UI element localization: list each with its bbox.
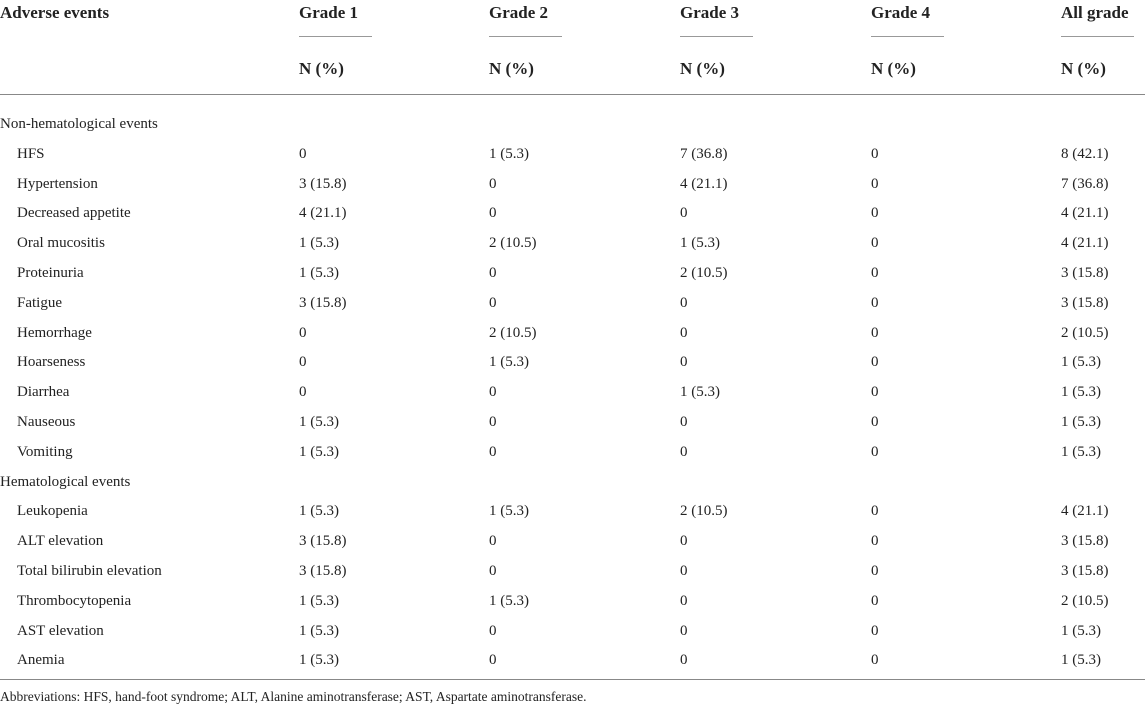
value-cell: 8 (42.1) bbox=[1061, 145, 1109, 162]
value-cell: 0 bbox=[299, 384, 307, 401]
value-cell: 0 bbox=[680, 294, 688, 311]
table-row bbox=[0, 354, 1145, 384]
table-row bbox=[0, 235, 1145, 265]
value-cell: 3 (15.8) bbox=[1061, 563, 1109, 579]
value-cell: 1 (5.3) bbox=[489, 503, 529, 520]
event-name-cell: HFS bbox=[17, 145, 45, 162]
value-cell: 0 bbox=[871, 384, 879, 401]
table-row bbox=[0, 593, 1145, 623]
table-row bbox=[0, 384, 1145, 414]
table-row bbox=[0, 325, 1145, 355]
header-adverse-events: Adverse events bbox=[0, 3, 110, 22]
value-cell: 0 bbox=[489, 443, 497, 460]
value-cell: 1 (5.3) bbox=[299, 622, 339, 639]
value-cell: 2 (10.5) bbox=[680, 265, 728, 281]
value-cell: 2 (10.5) bbox=[1061, 592, 1109, 609]
event-name-cell: Thrombocytopenia bbox=[17, 592, 132, 609]
value-cell: 1 (5.3) bbox=[299, 652, 339, 669]
value-cell: 2 (10.5) bbox=[489, 235, 537, 252]
event-name-cell: Leukopenia bbox=[17, 503, 88, 520]
value-cell: 0 bbox=[489, 533, 497, 550]
value-cell: 2 (10.5) bbox=[680, 503, 728, 520]
event-name-cell: Total bilirubin elevation bbox=[17, 563, 162, 579]
value-cell: 1 (5.3) bbox=[1061, 384, 1101, 401]
table-row bbox=[0, 414, 1145, 444]
value-cell: 0 bbox=[871, 265, 879, 281]
value-cell: 2 (10.5) bbox=[489, 324, 537, 341]
value-cell: 1 (5.3) bbox=[299, 443, 339, 460]
value-cell: 0 bbox=[871, 592, 879, 609]
table-row bbox=[0, 176, 1145, 206]
subheader-grade-3: N (%) bbox=[680, 59, 725, 78]
event-name-cell: Hypertension bbox=[17, 175, 98, 192]
event-name-cell: Proteinuria bbox=[17, 265, 84, 281]
value-cell: 0 bbox=[489, 175, 497, 192]
event-name-cell: Nauseous bbox=[17, 414, 76, 430]
value-cell: 0 bbox=[871, 354, 879, 371]
section-header bbox=[0, 116, 1145, 146]
header-grade-4: Grade 4 bbox=[871, 3, 931, 22]
value-cell: 4 (21.1) bbox=[680, 175, 728, 192]
value-cell: 2 (10.5) bbox=[1061, 324, 1109, 341]
header-all-grade: All grade bbox=[1061, 3, 1129, 22]
value-cell: 3 (15.8) bbox=[1061, 294, 1109, 311]
header-underline bbox=[1061, 36, 1134, 37]
event-name-cell: Vomiting bbox=[17, 443, 73, 460]
header-grade-1: Grade 1 bbox=[299, 3, 359, 22]
value-cell: 1 (5.3) bbox=[299, 235, 339, 252]
value-cell: 0 bbox=[871, 294, 879, 311]
event-name-cell: AST elevation bbox=[17, 622, 104, 639]
value-cell: 0 bbox=[871, 175, 879, 192]
value-cell: 0 bbox=[871, 145, 879, 162]
event-name-cell: Hoarseness bbox=[17, 354, 86, 371]
value-cell: 4 (21.1) bbox=[1061, 205, 1109, 222]
header-grade-3: Grade 3 bbox=[680, 3, 740, 22]
event-name-cell: Hemorrhage bbox=[17, 324, 92, 341]
table-row bbox=[0, 295, 1145, 325]
bottom-rule bbox=[0, 679, 1145, 680]
subheader-grade-1: N (%) bbox=[299, 59, 344, 78]
value-cell: 1 (5.3) bbox=[299, 265, 339, 281]
value-cell: 0 bbox=[489, 414, 497, 430]
value-cell: 4 (21.1) bbox=[1061, 235, 1109, 252]
value-cell: 1 (5.3) bbox=[1061, 652, 1101, 669]
value-cell: 3 (15.8) bbox=[1061, 265, 1109, 281]
value-cell: 4 (21.1) bbox=[1061, 503, 1109, 520]
value-cell: 1 (5.3) bbox=[299, 592, 339, 609]
value-cell: 3 (15.8) bbox=[299, 175, 347, 192]
event-name-cell: Decreased appetite bbox=[17, 205, 131, 222]
value-cell: 3 (15.8) bbox=[299, 533, 347, 550]
value-cell: 1 (5.3) bbox=[489, 145, 529, 162]
value-cell: 1 (5.3) bbox=[1061, 414, 1101, 430]
table-row bbox=[0, 146, 1145, 176]
value-cell: 0 bbox=[489, 622, 497, 639]
subheader-grade-4: N (%) bbox=[871, 59, 916, 78]
value-cell: 7 (36.8) bbox=[680, 145, 728, 162]
value-cell: 3 (15.8) bbox=[299, 294, 347, 311]
value-cell: 0 bbox=[871, 652, 879, 669]
value-cell: 0 bbox=[680, 563, 688, 579]
table-row bbox=[0, 205, 1145, 235]
value-cell: 0 bbox=[680, 622, 688, 639]
event-name-cell: Fatigue bbox=[17, 294, 62, 311]
value-cell: 0 bbox=[680, 443, 688, 460]
value-cell: 0 bbox=[871, 205, 879, 222]
value-cell: 3 (15.8) bbox=[1061, 533, 1109, 550]
value-cell: 1 (5.3) bbox=[680, 235, 720, 252]
value-cell: 0 bbox=[299, 354, 307, 371]
value-cell: 4 (21.1) bbox=[299, 205, 347, 222]
header-underline bbox=[299, 36, 372, 37]
table-row bbox=[0, 563, 1145, 593]
value-cell: 0 bbox=[680, 652, 688, 669]
value-cell: 0 bbox=[871, 533, 879, 550]
table-row bbox=[0, 533, 1145, 563]
value-cell: 0 bbox=[489, 384, 497, 401]
header-underline bbox=[871, 36, 944, 37]
subheader-all-grade: N (%) bbox=[1061, 59, 1106, 78]
value-cell: 0 bbox=[299, 145, 307, 162]
event-name-cell: Oral mucositis bbox=[17, 235, 105, 252]
value-cell: 1 (5.3) bbox=[1061, 622, 1101, 639]
value-cell: 0 bbox=[871, 443, 879, 460]
value-cell: 1 (5.3) bbox=[489, 354, 529, 371]
value-cell: 3 (15.8) bbox=[299, 563, 347, 579]
value-cell: 1 (5.3) bbox=[299, 503, 339, 520]
value-cell: 0 bbox=[489, 205, 497, 222]
table-row bbox=[0, 652, 1145, 682]
table-row bbox=[0, 503, 1145, 533]
value-cell: 0 bbox=[489, 563, 497, 579]
section-header bbox=[0, 474, 1145, 504]
value-cell: 0 bbox=[489, 294, 497, 311]
header-underline bbox=[680, 36, 753, 37]
header-rule bbox=[0, 94, 1145, 95]
value-cell: 0 bbox=[871, 503, 879, 520]
value-cell: 0 bbox=[489, 265, 497, 281]
value-cell: 7 (36.8) bbox=[1061, 175, 1109, 192]
value-cell: 0 bbox=[680, 324, 688, 341]
event-name-cell: Diarrhea bbox=[17, 384, 70, 401]
header-grade-2: Grade 2 bbox=[489, 3, 549, 22]
value-cell: 1 (5.3) bbox=[680, 384, 720, 401]
subheader-grade-2: N (%) bbox=[489, 59, 534, 78]
value-cell: 1 (5.3) bbox=[489, 592, 529, 609]
value-cell: 1 (5.3) bbox=[299, 414, 339, 430]
value-cell: 1 (5.3) bbox=[1061, 443, 1101, 460]
value-cell: 0 bbox=[680, 592, 688, 609]
event-name-cell: ALT elevation bbox=[17, 533, 104, 550]
value-cell: 0 bbox=[299, 324, 307, 341]
footnote: Abbreviations: HFS, hand-foot syndrome; ALT, Alanine aminotransferase; AST, Aspartate aminotransferase. bbox=[0, 689, 587, 704]
header-underline bbox=[489, 36, 562, 37]
table-row bbox=[0, 265, 1145, 295]
event-name-cell: Anemia bbox=[17, 652, 65, 669]
table-row bbox=[0, 444, 1145, 474]
value-cell: 0 bbox=[489, 652, 497, 669]
value-cell: 0 bbox=[871, 324, 879, 341]
value-cell: 0 bbox=[680, 533, 688, 550]
table-row bbox=[0, 623, 1145, 653]
value-cell: 1 (5.3) bbox=[1061, 354, 1101, 371]
value-cell: 0 bbox=[680, 414, 688, 430]
value-cell: 0 bbox=[680, 354, 688, 371]
section-title: Hematological events bbox=[0, 473, 131, 490]
value-cell: 0 bbox=[871, 414, 879, 430]
value-cell: 0 bbox=[680, 205, 688, 222]
section-title: Non-hematological events bbox=[0, 116, 158, 132]
value-cell: 0 bbox=[871, 622, 879, 639]
value-cell: 0 bbox=[871, 235, 879, 252]
value-cell: 0 bbox=[871, 563, 879, 579]
